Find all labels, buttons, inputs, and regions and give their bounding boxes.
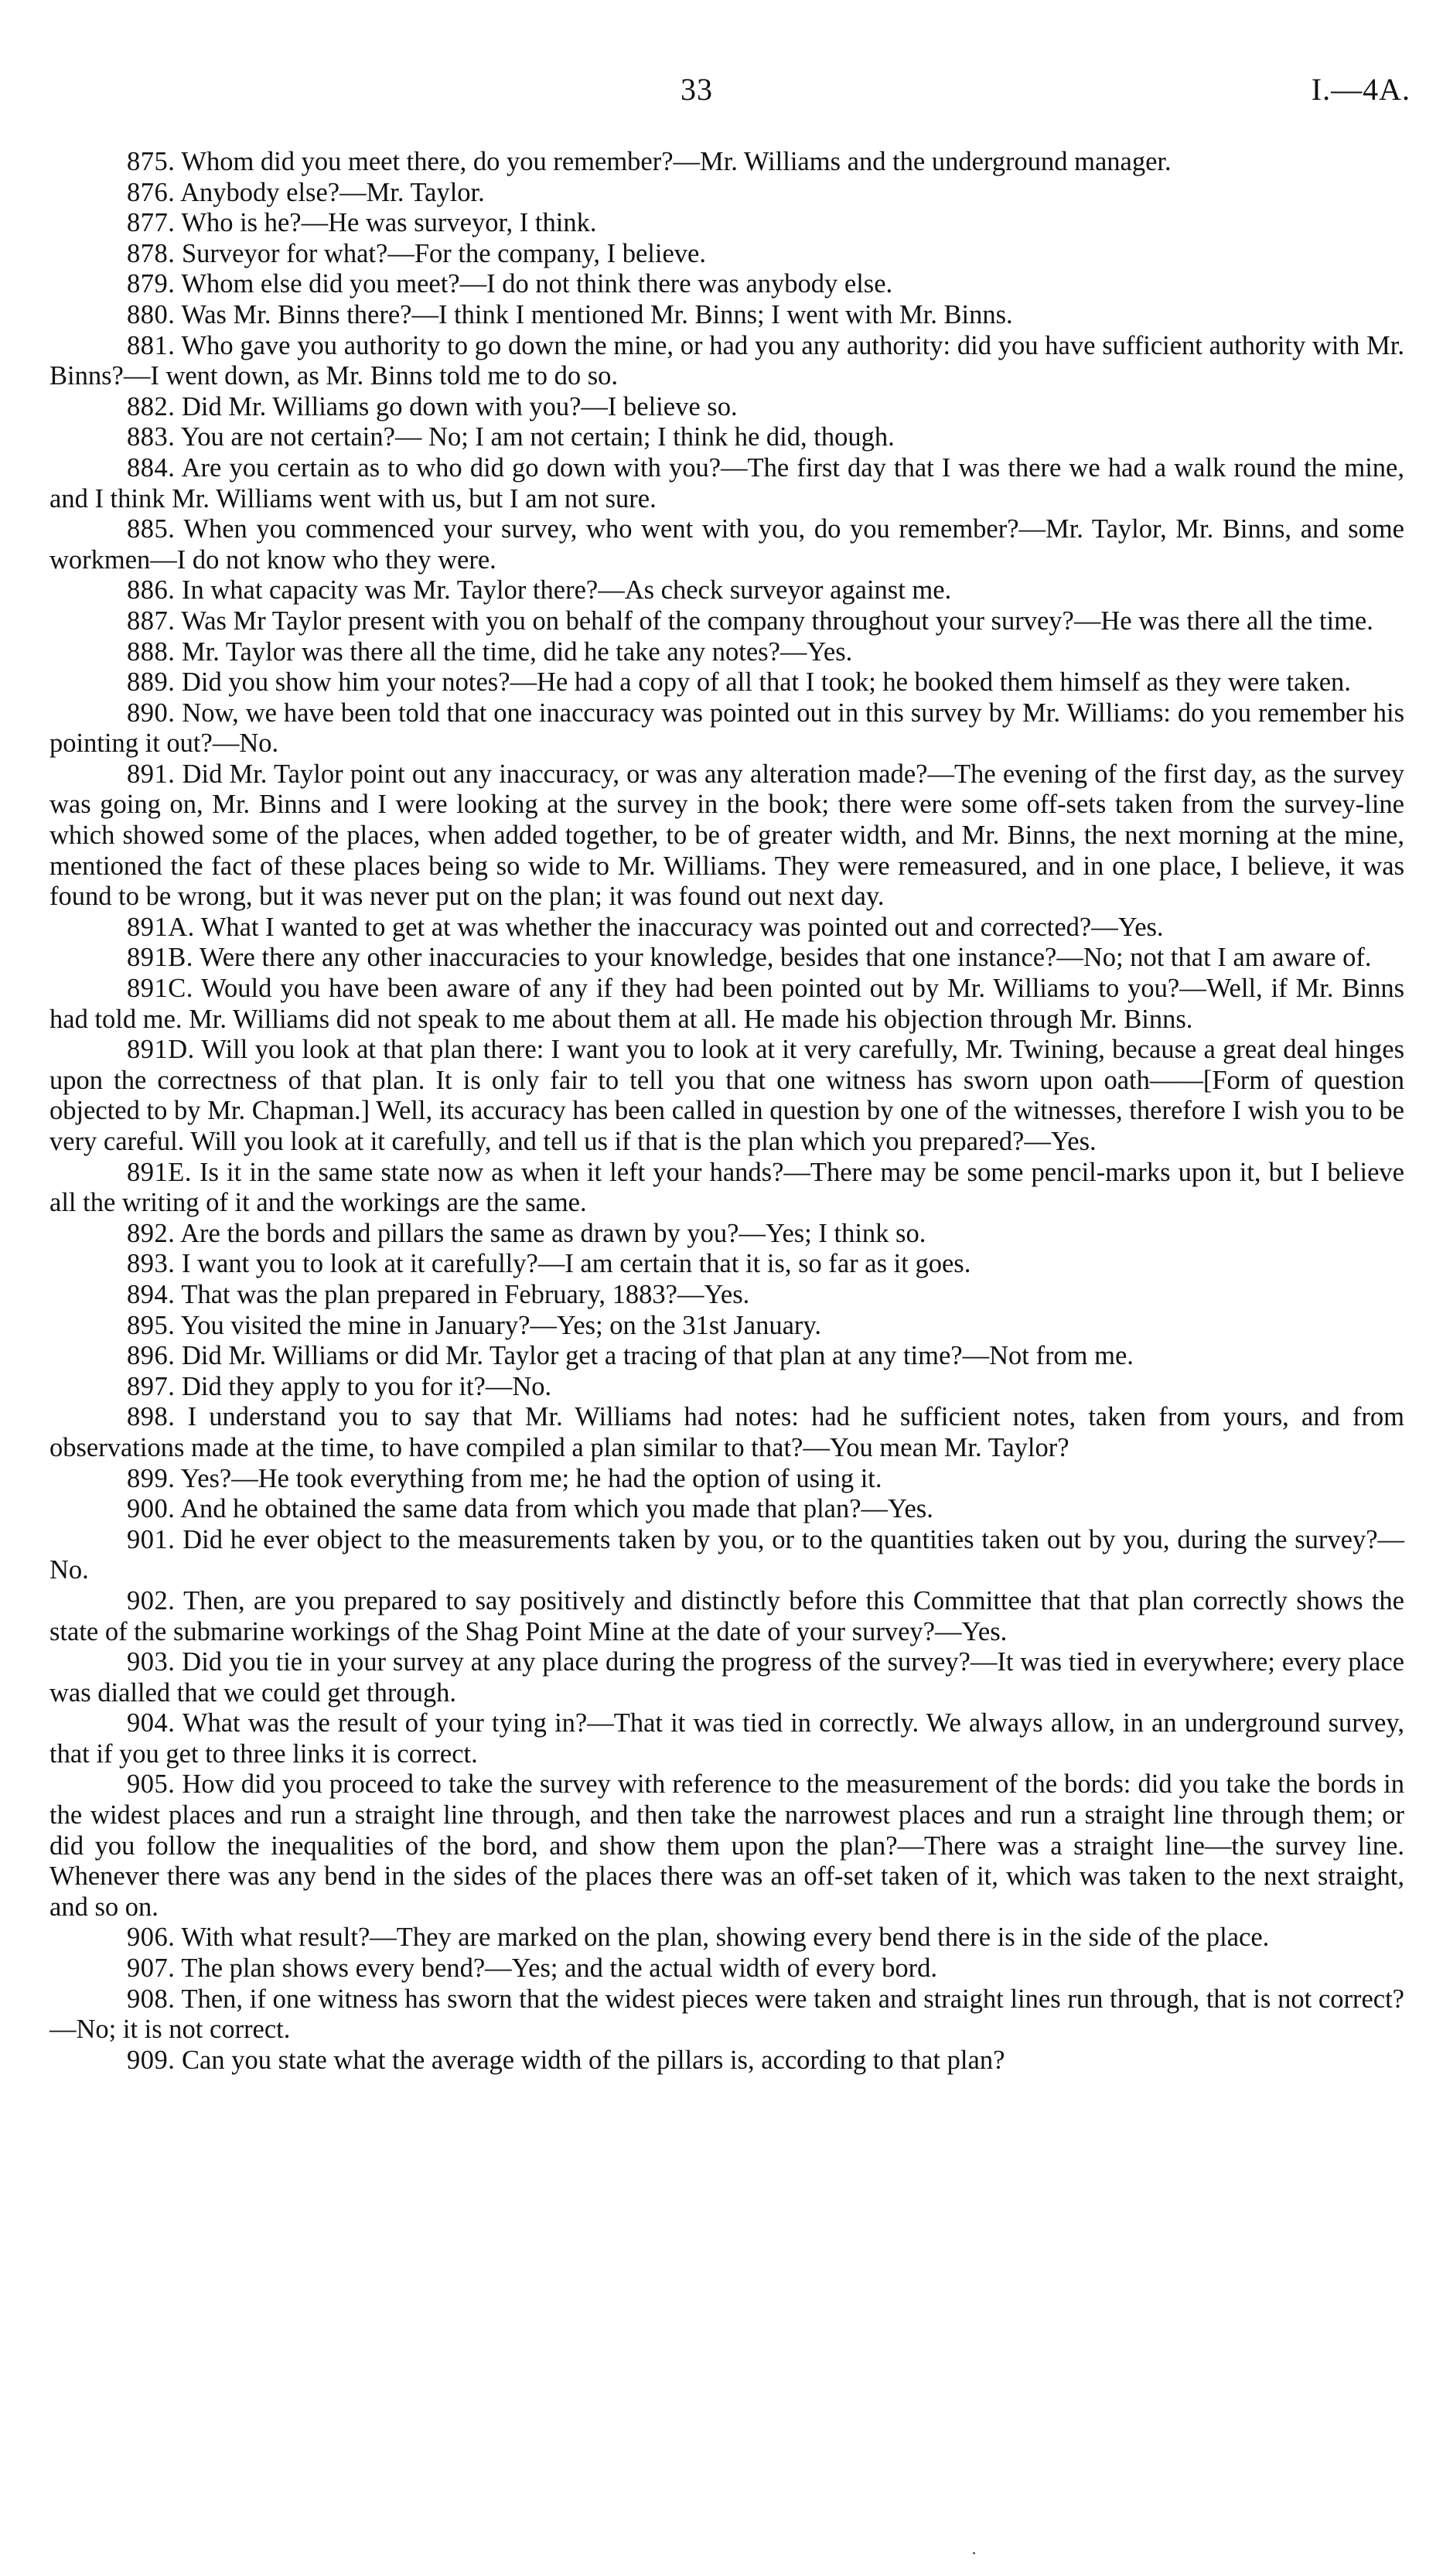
question-answer-text: Was Mr Taylor present with you on behalf of the company throughout your survey?—He was there all the time. [181, 606, 1373, 636]
question-paragraph [49, 514, 1404, 575]
question-number: 888. [127, 636, 176, 667]
question-number: 880. [127, 299, 176, 329]
question-number: 908. [127, 1984, 176, 2014]
question-answer-text: Did Mr. Taylor point out any inaccuracy, or was any alteration made?—The evening of the first day, as the survey was going on, Mr. Binns and I were looking at the survey in the book; there were some off-sets taken from the survey-line which showed some of the places, when added together, to be of greater width, and Mr. Binns, the next morning at the mine, mentioned the fact of these places being so wide to Mr. Williams. They were remeasured, and in one place, I believe, it was found to be wrong, but it was never put on the plan; it was found out next day. [49, 759, 1405, 912]
question-answer-text: Did you show him your notes?—He had a copy of all that I took; he booked them himself as they were taken. [182, 667, 1351, 698]
question-paragraph [49, 974, 1404, 1035]
question-paragraph [49, 575, 1404, 606]
question-paragraph [49, 913, 1404, 943]
question-answer-text: In what capacity was Mr. Taylor there?—As check surveyor against me. [182, 575, 952, 606]
question-paragraph [49, 2045, 1404, 2076]
question-answer-text: Did Mr. Williams or did Mr. Taylor get a tracing of that plan at any time?—Not from me. [182, 1341, 1134, 1371]
question-number: 892. [127, 1218, 176, 1248]
question-answer-text: Then, if one witness has sworn that the widest pieces were taken and straight lines run through, that is not correct?—No; it is not correct. [49, 1984, 1404, 2045]
question-number: 897. [127, 1371, 176, 1401]
question-answer-text: You are not certain?— No; I am not certain; I think he did, though. [180, 422, 895, 452]
question-paragraph [49, 1525, 1404, 1586]
question-paragraph [49, 392, 1404, 423]
question-paragraph [49, 300, 1404, 331]
page-number: 33 [681, 72, 713, 107]
question-answer-text: With what result?—They are marked on the plan, showing every bend there is in the side of the place. [181, 1923, 1270, 1953]
question-number: 903. [127, 1647, 176, 1677]
question-answer-text: What I wanted to get at was whether the inaccuracy was pointed out and corrected?—Yes. [200, 912, 1164, 942]
question-number: 893. [127, 1249, 176, 1279]
question-number: 876. [127, 177, 176, 207]
question-number: 875. [127, 147, 176, 176]
question-answer-text: When you commenced your survey, who went with you, do you remember?—Mr. Taylor, Mr. Binns, and some workmen—I do not know who they were. [49, 514, 1404, 575]
question-paragraph [49, 1219, 1404, 1250]
question-answer-text: Surveyor for what?—For the company, I believe. [182, 238, 706, 268]
question-number: 904. [127, 1708, 176, 1738]
question-paragraph [49, 239, 1404, 270]
question-paragraph [49, 667, 1404, 698]
question-answer-text: Then, are you prepared to say positively and distinctly before this Committee that that plan correctly shows the state of the submarine workings of the Shag Point Mine at the date of your survey?—Yes. [49, 1585, 1404, 1646]
question-answer-text: You visited the mine in January?—Yes; on the 31st January. [180, 1310, 822, 1340]
question-number: 878. [127, 238, 176, 268]
testimony-body [49, 147, 1404, 2076]
question-answer-text: Are you certain as to who did go down with you?—The first day that I was there we had a walk round the mine, and I think Mr. Williams went with us, but I am not sure. [49, 452, 1404, 513]
question-answer-text: Was Mr. Binns there?—I think I mentioned Mr. Binns; I went with Mr. Binns. [181, 299, 1013, 329]
question-answer-text: Is it in the same state now as when it left your hands?—There may be some pencil-marks upon it, but I believe all the writing of it and the workings are the same. [49, 1157, 1404, 1218]
question-number: 883. [127, 422, 176, 452]
question-number: 881. [127, 330, 176, 360]
question-number: 882. [127, 391, 176, 421]
question-number: 884. [127, 452, 176, 483]
question-answer-text: The plan shows every bend?—Yes; and the actual width of every bord. [181, 1953, 937, 1984]
question-number: 879. [127, 269, 176, 299]
question-number: 899. [127, 1463, 176, 1493]
question-answer-text: Who gave you authority to go down the mine, or had you any authority: did you have sufficient authority with Mr. Binns?—I went down, as Mr. Binns told me to do so. [49, 330, 1404, 391]
question-paragraph [49, 1494, 1404, 1525]
question-answer-text: Can you state what the average width of the pillars is, according to that plan? [182, 2045, 1005, 2075]
question-paragraph [49, 1249, 1404, 1280]
question-number: 891. [127, 759, 176, 789]
question-number: 889. [127, 667, 176, 698]
question-paragraph [49, 943, 1404, 974]
question-answer-text: Yes?—He took everything from me; he had the option of using it. [180, 1463, 882, 1493]
question-paragraph [49, 637, 1404, 668]
question-paragraph [49, 1372, 1404, 1403]
question-number: 901. [127, 1524, 176, 1554]
question-number: 885. [127, 514, 176, 544]
question-number: 905. [127, 1769, 176, 1800]
question-number: 894. [127, 1279, 176, 1309]
question-answer-text: I understand you to say that Mr. Williams had notes: had he sufficient notes, taken from yours, and from observations made at the time, to have compiled a plan similar to that?—You mean Mr. Taylor? [49, 1402, 1404, 1462]
question-answer-text: Did they apply to you for it?—No. [182, 1371, 552, 1401]
question-paragraph [49, 453, 1404, 514]
question-answer-text: Were there any other inaccuracies to your knowledge, besides that one instance?—No; not that I am aware of. [199, 943, 1372, 973]
question-number: 891D. [127, 1035, 195, 1065]
question-answer-text: Whom else did you meet?—I do not think there was anybody else. [181, 269, 893, 299]
question-answer-text: Did Mr. Williams go down with you?—I believe so. [182, 391, 738, 421]
question-answer-text: How did you proceed to take the survey with reference to the measurement of the bords: did you take the bords in the widest places and run a straight line through, and then take the narrowest places and run a straight line through them; or did you follow the inequalities of the bord, and show them upon the plan?—There was a straight line—the survey line. Whenever there was any bend in the sides of the places there was an off-set taken of it, which was taken to the next straight, and so on. [49, 1769, 1404, 1922]
question-paragraph [49, 759, 1404, 913]
question-paragraph [49, 1769, 1404, 1923]
question-number: 886. [127, 575, 176, 606]
question-number: 877. [127, 208, 176, 238]
question-number: 896. [127, 1341, 176, 1371]
question-paragraph [49, 1647, 1404, 1708]
question-paragraph [49, 1402, 1404, 1463]
question-paragraph [49, 147, 1404, 178]
question-number: 906. [127, 1923, 176, 1953]
question-number: 891C. [127, 974, 193, 1004]
question-answer-text: Would you have been aware of any if they had been pointed out by Mr. Williams to you?—Well, if Mr. Binns had told me. Mr. Williams did not speak to me about them at all. He made his objection through Mr. Binns. [49, 974, 1404, 1034]
question-paragraph [49, 1341, 1404, 1372]
question-answer-text: Did you tie in your survey at any place during the progress of the survey?—It was tied in everywhere; every place was dialled that we could get through. [49, 1647, 1404, 1708]
question-paragraph [49, 1280, 1404, 1311]
question-number: 891B. [127, 943, 193, 973]
question-paragraph [49, 1464, 1404, 1495]
question-number: 891E. [127, 1157, 192, 1187]
page-header [0, 71, 1443, 118]
question-paragraph [49, 1984, 1404, 2045]
question-number: 907. [127, 1953, 176, 1984]
question-answer-text: Anybody else?—Mr. Taylor. [180, 177, 485, 207]
question-paragraph [49, 606, 1404, 637]
question-number: 887. [127, 606, 176, 636]
question-number: 890. [127, 698, 176, 728]
question-paragraph [49, 1158, 1404, 1219]
question-paragraph [49, 269, 1404, 300]
question-paragraph [49, 1586, 1404, 1647]
question-answer-text: Will you look at that plan there: I want you to look at it very carefully, Mr. Twining, because a great deal hinges upon the correctness of that plan. It is only fair to tell you that one witness has sworn upon oath——[Form of question objected to by Mr. Chapman.] Well, its accuracy has been called in question by one of the witnesses, therefore I wish you to be very careful. Will you look at it carefully, and tell us if that is the plan which you prepared?—Yes. [49, 1035, 1404, 1156]
question-paragraph [49, 331, 1404, 392]
question-answer-text: Are the bords and pillars the same as drawn by you?—Yes; I think so. [180, 1218, 926, 1248]
question-answer-text: And he obtained the same data from which you made that plan?—Yes. [180, 1494, 933, 1524]
question-number: 902. [127, 1585, 176, 1616]
question-number: 891A. [127, 912, 195, 942]
question-answer-text: That was the plan prepared in February, 1883?—Yes. [181, 1279, 750, 1309]
question-paragraph [49, 698, 1404, 759]
question-number: 909. [127, 2045, 176, 2075]
question-answer-text: I want you to look at it carefully?—I am certain that it is, so far as it goes. [182, 1249, 971, 1279]
question-paragraph [49, 1923, 1404, 1953]
question-answer-text: Who is he?—He was surveyor, I think. [181, 208, 597, 238]
question-paragraph [49, 1953, 1404, 1984]
section-reference: I.—4A. [1311, 72, 1411, 107]
question-paragraph [49, 1311, 1404, 1342]
question-answer-text: Now, we have been told that one inaccuracy was pointed out in this survey by Mr. Williams: do you remember his pointing it out?—No. [49, 698, 1404, 759]
question-paragraph [49, 178, 1404, 209]
question-paragraph [49, 1708, 1404, 1769]
question-number: 895. [127, 1310, 176, 1340]
question-paragraph [49, 1035, 1404, 1157]
question-paragraph [49, 422, 1404, 453]
question-answer-text: Whom did you meet there, do you remember?—Mr. Williams and the underground manager. [181, 147, 1172, 176]
question-number: 898. [127, 1402, 176, 1432]
question-paragraph [49, 208, 1404, 239]
question-answer-text: Did he ever object to the measurements taken by you, or to the quantities taken out by you, during the survey?—No. [49, 1524, 1405, 1585]
question-answer-text: What was the result of your tying in?—That it was tied in correctly. We always allow, in an underground survey, that if you get to three links it is correct. [49, 1708, 1404, 1769]
question-number: 900. [127, 1494, 176, 1524]
ink-speck [973, 2552, 975, 2554]
question-answer-text: Mr. Taylor was there all the time, did he take any notes?—Yes. [182, 636, 853, 667]
